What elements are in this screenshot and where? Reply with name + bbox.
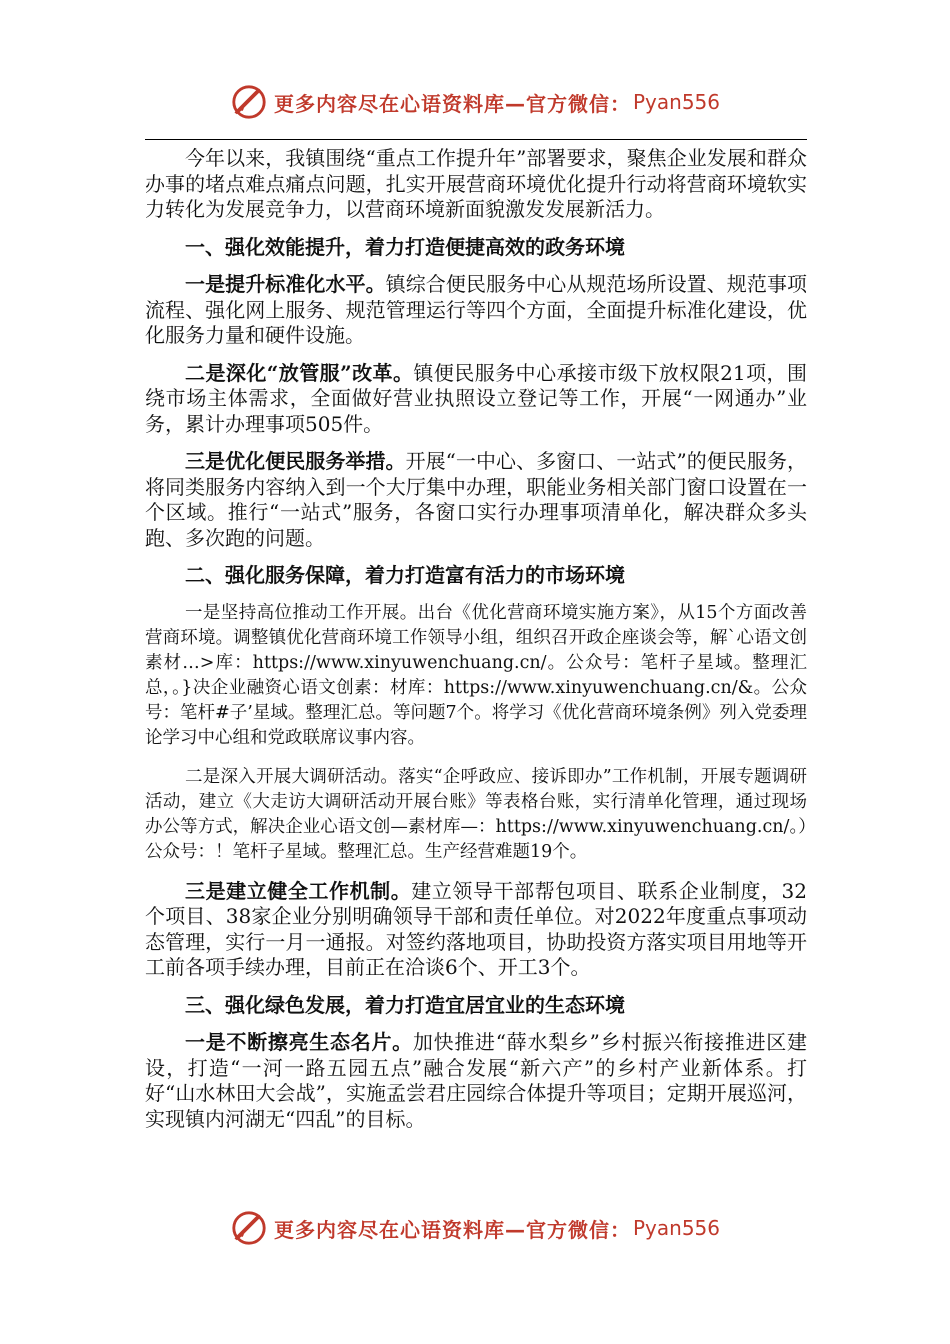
watermark-text: 更多内容尽在心语资料库—官方微信：: [273, 1217, 631, 1242]
watermark-footer: [0, 1208, 950, 1248]
paragraph-body: 加快推进“薛水梨乡”乡村振兴衔接推进区建设，打造“一河一路五园五点”融合发展“新六产”的乡村产业新体系。打好“山水林田大会战”，实施孟尝君庄园综合体提升等项目；定期开展巡河，实现镇内河湖无“四乱”的目标。: [145, 1030, 808, 1131]
brush-logo-icon: [230, 83, 268, 121]
watermark-account: Pyan556: [632, 1216, 720, 1240]
paragraph-lead: 一是不断擦亮生态名片。: [185, 1030, 413, 1054]
paragraph-lead: 二是深化“放管服”改革。: [185, 360, 414, 385]
paragraph-reform: [145, 361, 807, 438]
paragraph-mechanism: [145, 879, 807, 981]
section-heading-2: 二、强化服务保障，着力打造富有活力的市场环境: [185, 563, 625, 587]
paragraph-service: [145, 449, 807, 551]
paragraph-body: 建立领导干部帮包项目、联系企业制度，32个项目、38家企业分别明确领导干部和责任单位。对2022年度重点事项动态管理，实行一月一通报。对签约落地项目，协助投资方落实项目用地等开工前各项手续办理，目前正在洽谈6个、开工3个。: [145, 878, 808, 979]
paragraph-research: 二是深入开展大调研活动。落实“企呼政应、接诉即办”工作机制，开展专题调研活动，建立《大走访大调研活动开展台账》等表格台账，实行清单化管理，通过现场办公等方式，解决企业心语文创—素材库—：https://www.xinyuwenchuang.cn/。）公众号：！笔杆子星域。整理汇总。生产经营难题19个。: [145, 766, 807, 862]
intro-paragraph: 今年以来，我镇围绕“重点工作提升年”部署要求，聚焦企业发展和群众办事的堵点难点痛点问题，扎实开展营商环境优化提升行动将营商环境软实力转化为发展竞争力，以营商环境新面貌激发发展新活力。: [145, 146, 807, 221]
paragraph-lead: 三是优化便民服务举措。: [185, 449, 406, 473]
paragraph-body: 开展“一中心、多窗口、一站式”的便民服务，将同类服务内容纳入到一个大厅集中办理，职能业务相关部门窗口设置在一个区域。推行“一站式”服务，各窗口实行办理事项清单化，解决群众多头跑、多次跑的问题。: [145, 449, 808, 550]
watermark-text: 更多内容尽在心语资料库—官方微信：: [273, 91, 631, 116]
document-body: [145, 146, 807, 1132]
paragraph-standardization: [145, 272, 807, 349]
section-heading-3: 三、强化绿色发展，着力打造宜居宜业的生态环境: [185, 992, 625, 1017]
paragraph-body: 镇综合便民服务中心从规范场所设置、规范事项流程、强化网上服务、规范管理运行等四个方面，全面提升标准化建设，优化服务力量和硬件设施。: [145, 272, 808, 347]
paragraph-body: 镇便民服务中心承接市级下放权限21项，围绕市场主体需求，全面做好营业执照设立登记等工作，开展“一网通办”业务，累计办理事项505件。: [145, 360, 807, 436]
header-rule: [145, 139, 807, 140]
watermark-account: Pyan556: [632, 90, 720, 114]
paragraph-promotion: 一是坚持高位推动工作开展。出台《优化营商环境实施方案》，从15个方面改善营商环境。调整镇优化营商环境工作领导小组，组织召开政企座谈会等，解`心语文创素材…>库：https://www.xinyuwenchuang.cn/。公众号：笔杆子星域。整理汇总，。}决企业融资心语文创素：材库：https://www.xinyuwenchuang.cn/&。公众号：笔杆#子’星域。整理汇总。等问题7个。将学习《优化营商环境条例》列入党委理论学习中心组和党政联席议事内容。: [145, 602, 807, 748]
brush-logo-icon: [230, 1209, 268, 1247]
watermark-header: [0, 82, 950, 122]
paragraph-ecology: [145, 1030, 807, 1132]
paragraph-lead: 一是提升标准化水平。: [185, 272, 386, 296]
section-heading-1: 一、强化效能提升，着力打造便捷高效的政务环境: [185, 234, 625, 259]
paragraph-lead: 三是建立健全工作机制。: [185, 878, 412, 903]
